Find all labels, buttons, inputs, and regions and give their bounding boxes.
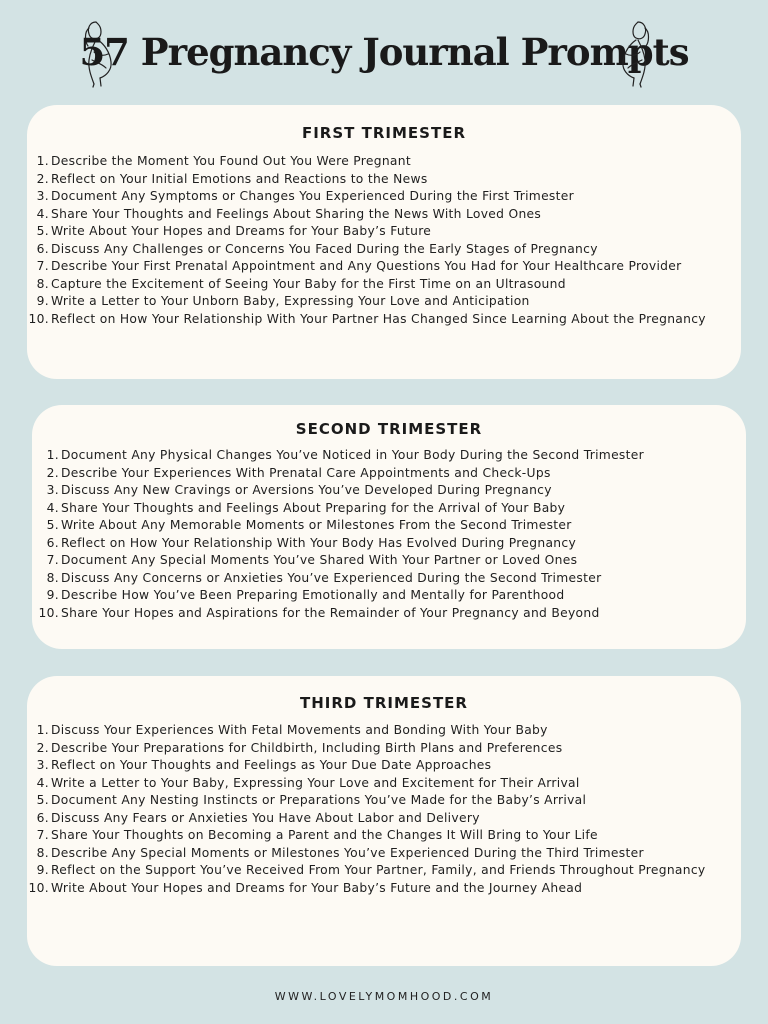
header <box>0 12 768 88</box>
prompt-text: Describe Any Special Moments or Milestones You’ve Experienced During the Third Trimester <box>51 845 644 860</box>
prompt-text: Reflect on Your Thoughts and Feelings as Your Due Date Approaches <box>51 758 492 772</box>
prompt-text: Describe Your Experiences With Prenatal Care Appointments and Check-Ups <box>61 465 551 480</box>
list-item <box>27 740 737 758</box>
list-item <box>32 447 742 465</box>
item-number: 9. <box>46 588 59 602</box>
list-item <box>27 792 737 810</box>
section-heading: FIRST TRIMESTER <box>301 124 466 142</box>
item-number: 5. <box>46 518 59 532</box>
prompt-list <box>32 447 742 622</box>
prompt-text: Describe Your Preparations for Childbirth, Including Birth Plans and Preferences <box>51 740 563 755</box>
second-trimester-card <box>32 405 746 649</box>
list-item <box>27 258 737 276</box>
list-item <box>32 465 742 483</box>
list-item <box>27 757 737 775</box>
prompt-text: Share Your Thoughts and Feelings About Sharing the News With Loved Ones <box>51 206 542 221</box>
item-number: 5. <box>36 793 49 807</box>
list-item <box>27 241 737 259</box>
prompt-text: Describe the Moment You Found Out You Were Pregnant <box>51 154 411 168</box>
list-item <box>27 810 737 828</box>
prompt-text: Capture the Excitement of Seeing Your Baby for the First Time on an Ultrasound <box>51 276 566 291</box>
list-item <box>27 775 737 793</box>
first-trimester-card <box>27 105 741 379</box>
list-item <box>27 188 737 206</box>
item-number: 6. <box>36 810 49 825</box>
prompt-text: Discuss Any Concerns or Anxieties You’ve Experienced During the Second Trimester <box>61 570 602 585</box>
item-number: 3. <box>36 758 49 772</box>
list-item <box>32 570 742 588</box>
list-item <box>32 552 742 570</box>
prompt-text: Write About Your Hopes and Dreams for Your Baby’s Future and the Journey Ahead <box>51 880 583 895</box>
item-number: 6. <box>46 535 59 550</box>
item-number: 3. <box>36 189 49 203</box>
item-number: 3. <box>46 483 59 497</box>
prompt-text: Document Any Nesting Instincts or Preparations You’ve Made for the Baby’s Arrival <box>51 793 587 807</box>
prompt-text: Document Any Special Moments You’ve Shared With Your Partner or Loved Ones <box>61 553 578 567</box>
item-number: 10. <box>38 605 59 620</box>
prompt-text: Document Any Physical Changes You’ve Noticed in Your Body During the Second Trimester <box>61 448 644 462</box>
item-number: 1. <box>36 154 49 168</box>
list-item <box>27 827 737 845</box>
list-item <box>32 482 742 500</box>
item-number: 10. <box>28 311 49 326</box>
prompt-text: Write a Letter to Your Baby, Expressing Your Love and Excitement for Their Arrival <box>51 775 580 790</box>
list-item <box>32 535 742 553</box>
item-number: 2. <box>46 465 59 480</box>
item-number: 9. <box>36 863 49 877</box>
prompt-text: Reflect on How Your Relationship With Your Body Has Evolved During Pregnancy <box>61 535 577 550</box>
list-item <box>27 845 737 863</box>
prompt-text: Discuss Any Fears or Anxieties You Have About Labor and Delivery <box>51 810 480 825</box>
item-number: 1. <box>36 723 49 737</box>
list-item <box>27 880 737 898</box>
item-number: 8. <box>46 570 59 585</box>
prompt-text: Write a Letter to Your Unborn Baby, Expressing Your Love and Anticipation <box>51 294 530 308</box>
section-heading: THIRD TRIMESTER <box>300 694 468 712</box>
third-trimester-card <box>27 676 741 966</box>
item-number: 2. <box>36 171 49 186</box>
list-item <box>32 517 742 535</box>
prompt-text: Reflect on the Support You’ve Received From Your Partner, Family, and Friends Throughout Pregnancy <box>51 863 706 877</box>
list-item <box>27 293 737 311</box>
prompt-text: Discuss Any New Cravings or Aversions You’ve Developed During Pregnancy <box>61 483 552 497</box>
item-number: 10. <box>28 880 49 895</box>
list-item <box>27 171 737 189</box>
list-item <box>27 311 737 329</box>
item-number: 6. <box>36 241 49 256</box>
prompt-text: Discuss Your Experiences With Fetal Movements and Bonding With Your Baby <box>51 723 548 737</box>
website-url: WWW.LOVELYMOMHOOD.COM <box>274 990 494 1003</box>
item-number: 8. <box>36 845 49 860</box>
list-item <box>27 276 737 294</box>
item-number: 5. <box>36 224 49 238</box>
list-item <box>27 223 737 241</box>
list-item <box>27 722 737 740</box>
prompt-text: Reflect on How Your Relationship With Your Partner Has Changed Since Learning About the Pregnancy <box>51 311 706 326</box>
item-number: 7. <box>36 828 49 842</box>
prompt-text: Reflect on Your Initial Emotions and Reactions to the News <box>51 171 428 186</box>
prompt-text: Share Your Thoughts and Feelings About Preparing for the Arrival of Your Baby <box>61 500 566 515</box>
item-number: 8. <box>36 276 49 291</box>
item-number: 7. <box>36 259 49 273</box>
item-number: 7. <box>46 553 59 567</box>
item-number: 2. <box>36 740 49 755</box>
prompt-text: Write About Your Hopes and Dreams for Your Baby’s Future <box>51 224 432 238</box>
list-item <box>32 605 742 623</box>
item-number: 4. <box>36 775 49 790</box>
prompt-text: Share Your Thoughts on Becoming a Parent and the Changes It Will Bring to Your Life <box>51 828 598 842</box>
page-title: 57 Pregnancy Journal Prompts <box>79 30 689 74</box>
list-item <box>27 206 737 224</box>
pregnant-woman-icon <box>614 16 658 88</box>
list-item <box>32 500 742 518</box>
prompt-text: Document Any Symptoms or Changes You Experienced During the First Trimester <box>51 189 574 203</box>
item-number: 9. <box>36 294 49 308</box>
prompt-list <box>27 153 737 328</box>
item-number: 4. <box>46 500 59 515</box>
prompt-text: Write About Any Memorable Moments or Milestones From the Second Trimester <box>61 518 572 532</box>
list-item <box>27 862 737 880</box>
section-heading: SECOND TRIMESTER <box>295 420 483 438</box>
prompt-text: Share Your Hopes and Aspirations for the Remainder of Your Pregnancy and Beyond <box>61 605 600 620</box>
prompt-text: Describe Your First Prenatal Appointment and Any Questions You Had for Your Healthcare Provider <box>51 259 682 273</box>
list-item <box>27 153 737 171</box>
list-item <box>32 587 742 605</box>
prompt-text: Describe How You’ve Been Preparing Emotionally and Mentally for Parenthood <box>61 588 565 602</box>
prompt-text: Discuss Any Challenges or Concerns You Faced During the Early Stages of Pregnancy <box>51 241 598 256</box>
item-number: 4. <box>36 206 49 221</box>
item-number: 1. <box>46 448 59 462</box>
prompt-list <box>27 722 737 897</box>
